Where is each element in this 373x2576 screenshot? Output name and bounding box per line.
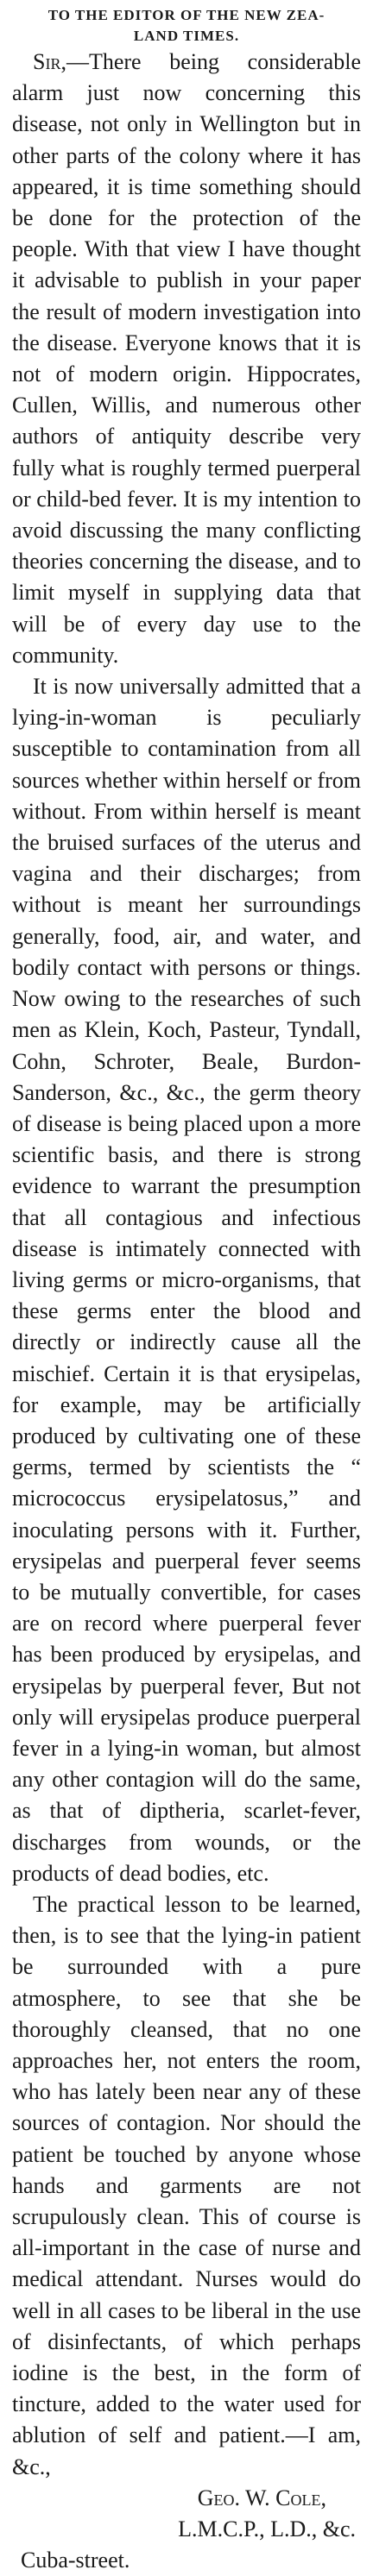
paragraph-1: [12, 47, 361, 671]
letter-body: [12, 47, 361, 2483]
heading-line-2: LAND TIMES.: [133, 28, 240, 44]
paragraph-1-text: —There being considerable alarm just now concerning this disease, not only in Wellington but in other parts of the colony where it has appeared, it is time something should be done for the protection of the people. With that view I have thought it advisable to publish in your paper the result of modern investigation into the disease. Everyone knows that it is not of modern origin. Hippocrates, Cullen, Willis, and numerous other authors of antiquity describe very fully what is roughly termed puerperal or child-bed fever. It is my intention to avoid discussing the many conflicting theories concerning the disease, and to limit myself in supplying data that will be of every day use to the community.: [12, 49, 361, 668]
paragraph-3: The practical lesson to be learned, then, is to see that the lying-in patient be surrounded with a pure atmosphere, to see that she be thoroughly cleansed, that no one approaches her, not enters the room, who has lately been near any of these sources of contagion. Nor should the patient be touched by anyone whose hands and garments are not scrupulously clean. This of course is all-important in the case of nurse and medical attendant. Nurses would do well in all cases to be liberal in the use of disinfectants, of which perhaps iodine is the best, in the form of tincture, added to the water used for ablution of self and patient.—I am, &c.,: [12, 1891, 361, 2479]
salutation: Sir,: [33, 49, 66, 74]
heading-line-1: TO THE EDITOR OF THE NEW ZEA-: [47, 7, 326, 23]
letter-heading: [12, 5, 361, 47]
paragraph-2: It is now universally admitted that a lying-in-woman is peculiarly susceptible to contamination from all sources whether within herself or from without. From within herself is meant the bruised surfaces of the uterus and vagina and their discharges; from without is meant her surroundings generally, food, air, and water, and bodily contact with persons or things. Now owing to the researches of such men as Klein, Koch, Pasteur, Tyndall, Cohn, Schroter, Beale, Burdon-Sanderson, &c., &c., the germ theory of disease is being placed upon a more scientific basis, and there is strong evidence to warrant the presumption that all contagious and infectious disease is intimately connected with living germs or micro-organisms, that these germs enter the blood and directly or indirectly cause all the mischief. Certain it is that erysipelas, for example, may be artificially produced by cultivating one of these germs, termed by scientists the “ micrococcus erysipelatosus,” and inoculating persons with it. Further, erysipelas and puerperal fever seems to be mutually convertible, for cases are on record where puerperal fever has been produced by erysipelas, and erysipelas by puerperal fever, But not only will erysipelas produce puerperal fever in a lying-in woman, but almost any other contagion will do the same, as that of diptheria, scarlet-fever, discharges from wounds, or the products of dead bodies, etc.: [12, 674, 361, 1886]
signature-qualifications: L.M.C.P., L.D., &c.: [178, 2516, 356, 2541]
signature-name: Geo. W. Cole,: [197, 2485, 326, 2510]
letter-column: [12, 5, 361, 2576]
signature-address: Cuba-street.: [21, 2547, 130, 2573]
signature-block: [12, 2483, 361, 2576]
